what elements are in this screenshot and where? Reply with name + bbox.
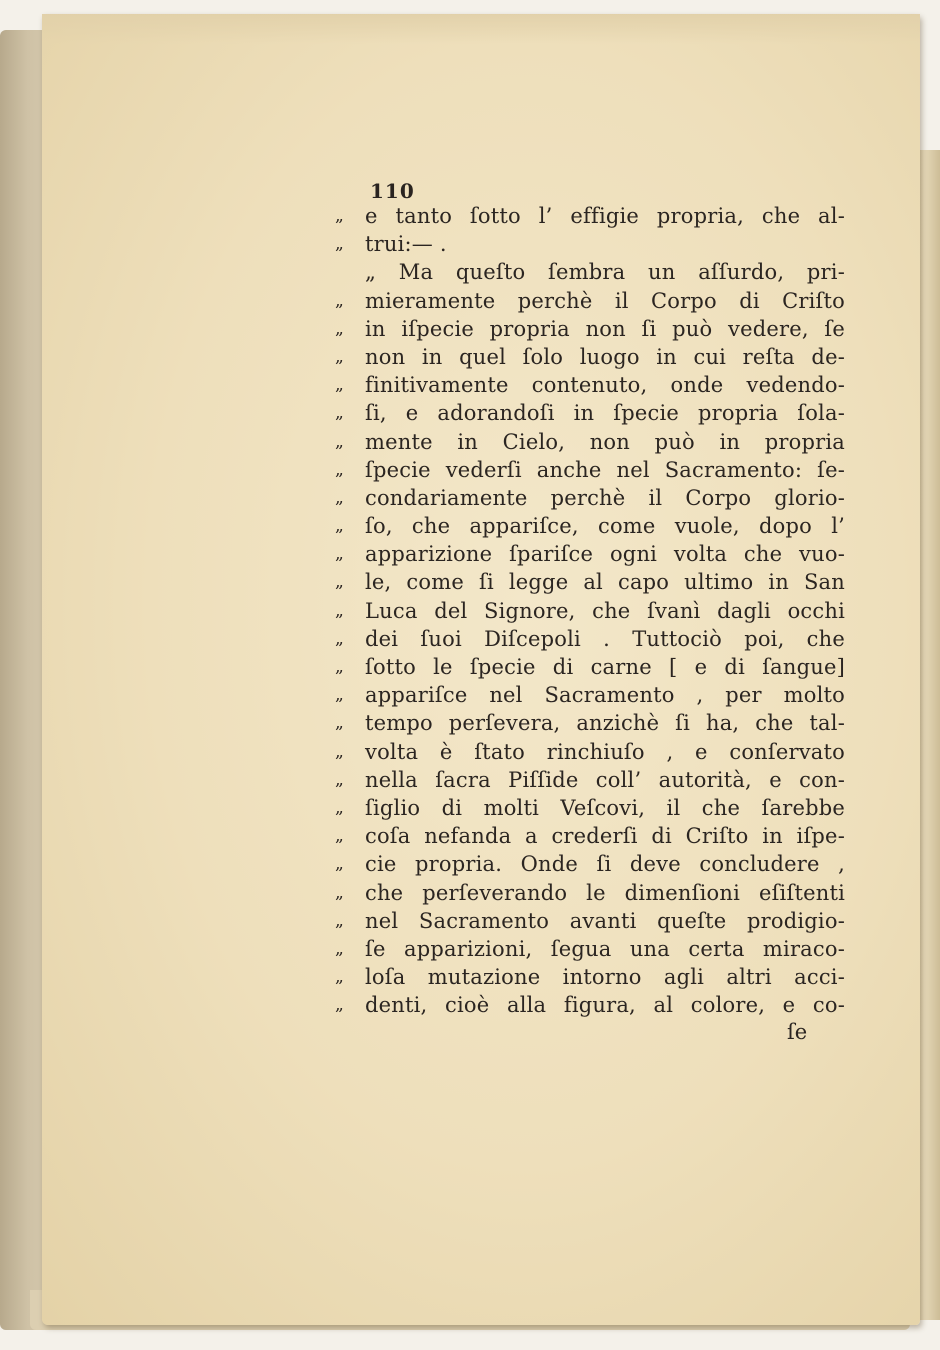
- text-line: [335, 343, 845, 371]
- line-text: ſo, che appariſce, come vuole, dopo l’: [365, 514, 845, 539]
- text-line: [335, 907, 845, 935]
- quote-mark: „: [335, 487, 344, 508]
- text-line: [335, 202, 845, 230]
- line-text: dei ſuoi Diſcepoli . Tuttociò poi, che: [365, 626, 845, 651]
- line-text: appariſce nel Sacramento , per molto: [365, 683, 845, 708]
- line-text: trui:— .: [365, 232, 447, 257]
- text-line: [335, 850, 845, 878]
- quote-mark: „: [335, 741, 344, 762]
- quote-mark: „: [335, 995, 344, 1016]
- quote-mark: „: [335, 431, 344, 452]
- text-block: [335, 202, 845, 1019]
- quote-mark: „: [335, 797, 344, 818]
- quote-mark: „: [335, 685, 344, 706]
- text-line: [335, 456, 845, 484]
- text-line: [335, 230, 845, 258]
- quote-mark: „: [335, 600, 344, 621]
- text-line: [335, 287, 845, 315]
- quote-mark: „: [335, 628, 344, 649]
- line-text: non in quel ſolo luogo in cui reſta de-: [365, 344, 845, 369]
- text-line: [335, 766, 845, 794]
- line-text: denti, cioè alla figura, al colore, e co-: [365, 993, 845, 1018]
- quote-mark: „: [335, 938, 344, 959]
- quote-mark: „: [335, 459, 344, 480]
- text-line: [335, 568, 845, 596]
- quote-mark: „: [335, 375, 344, 396]
- line-text: ſpecie vederſi anche nel Sacramento: ſe-: [365, 457, 845, 482]
- quote-mark: „: [335, 882, 344, 903]
- text-line: [335, 512, 845, 540]
- line-text: finitivamente contenuto, onde vedendo-: [365, 373, 845, 398]
- quote-mark: „: [335, 544, 344, 565]
- text-line: [335, 540, 845, 568]
- text-line: [335, 738, 845, 766]
- line-text: ſiglio di molti Veſcovi, il che ſarebbe: [365, 795, 845, 820]
- text-line: [335, 625, 845, 653]
- line-text: Luca del Signore, che ſvanì dagli occhi: [365, 598, 845, 623]
- line-text: che perſeverando le dimenſioni eſiſtenti: [365, 880, 845, 905]
- page-number: 110: [370, 179, 415, 203]
- quote-mark: „: [335, 657, 344, 677]
- line-text: tempo perſevera, anzichè ſi ha, che tal-: [365, 711, 845, 736]
- text-line: [335, 597, 845, 625]
- line-text: mieramente perchè il Corpo di Criſto: [365, 288, 845, 313]
- text-line: [335, 822, 845, 850]
- text-line: [335, 991, 845, 1019]
- line-text: e tanto ſotto l’ effigie propria, che al-: [365, 204, 845, 228]
- text-line: [335, 681, 845, 709]
- line-text: coſa nefanda a crederſi di Criſto in iſpe-: [365, 824, 845, 849]
- text-line: [335, 315, 845, 343]
- line-text: apparizione ſpariſce ogni volta che vuo-: [365, 542, 845, 567]
- line-text: le, come ſi legge al capo ultimo in San: [365, 570, 845, 595]
- quote-mark: „: [335, 403, 344, 424]
- text-line: [335, 484, 845, 512]
- line-text: condariamente perchè il Corpo glorio-: [365, 485, 845, 510]
- catchword: ſe: [787, 1020, 808, 1044]
- line-text: nella ſacra Piſſide coll’ autorità, e con-: [365, 767, 845, 792]
- quote-mark: „: [335, 854, 344, 875]
- line-text: nel Sacramento avanti queſte prodigio-: [365, 908, 845, 933]
- quote-mark: „: [335, 206, 344, 226]
- quote-mark: „: [335, 769, 344, 790]
- quote-mark: „: [335, 318, 344, 339]
- line-text: ſotto le ſpecie di carne [ e di ſangue]: [365, 655, 845, 679]
- line-text: in iſpecie propria non ſi può vedere, ſe: [365, 316, 845, 341]
- quote-mark: „: [335, 826, 344, 847]
- quote-mark: „: [335, 234, 344, 255]
- text-line: [335, 258, 845, 286]
- line-text: ſe apparizioni, ſegua una certa miraco-: [365, 936, 845, 961]
- text-line: [335, 709, 845, 737]
- text-line: [335, 963, 845, 991]
- quote-mark: „: [335, 967, 344, 988]
- line-text: mente in Cielo, non può in propria: [365, 429, 845, 454]
- line-text: „ Ma queſto ſembra un aſſurdo, pri-: [365, 260, 845, 285]
- text-line: [335, 653, 845, 681]
- text-line: [335, 794, 845, 822]
- line-text: ſi, e adorandoſi in ſpecie propria ſola-: [365, 401, 845, 426]
- line-text: cie propria. Onde ſi deve concludere ,: [365, 852, 845, 877]
- text-line: [335, 935, 845, 963]
- text-line: [335, 371, 845, 399]
- text-line: [335, 399, 845, 427]
- text-line: [335, 428, 845, 456]
- quote-mark: „: [335, 290, 344, 311]
- quote-mark: „: [335, 713, 344, 734]
- quote-mark: „: [335, 910, 344, 931]
- line-text: loſa mutazione intorno agli altri acci-: [365, 965, 845, 990]
- page-top-shadow: [42, 14, 920, 44]
- quote-mark: „: [335, 572, 344, 593]
- line-text: volta è ſtato rinchiuſo , e conſervato: [365, 739, 845, 764]
- quote-mark: „: [335, 516, 344, 537]
- quote-mark: „: [335, 346, 344, 367]
- text-line: [335, 879, 845, 907]
